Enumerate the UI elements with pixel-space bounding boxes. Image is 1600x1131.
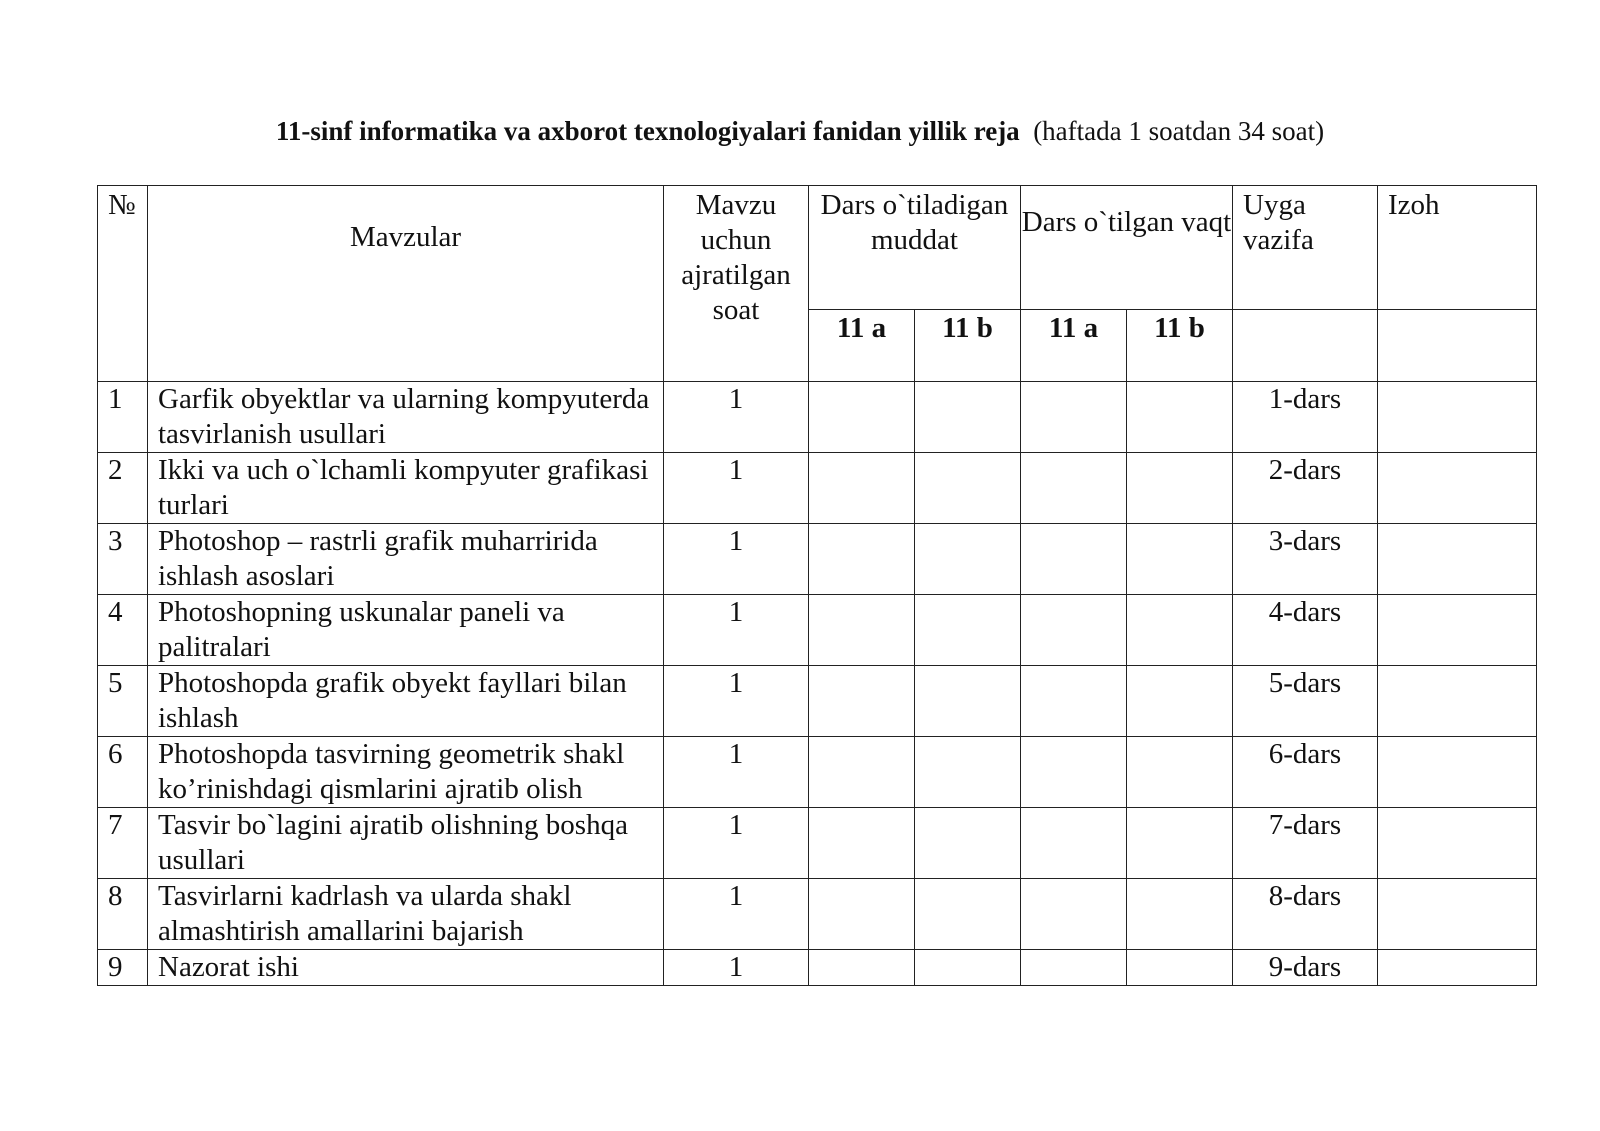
table-row xyxy=(98,524,1537,595)
subheader-homework-empty xyxy=(1233,310,1378,382)
subheader-note-empty xyxy=(1378,310,1537,382)
row-hours: 1 xyxy=(664,595,809,666)
row-note xyxy=(1378,524,1537,595)
row-hours: 1 xyxy=(664,524,809,595)
row-note xyxy=(1378,737,1537,808)
row-actual-11a xyxy=(1021,879,1127,950)
row-homework: 8-dars xyxy=(1233,879,1378,950)
row-number: 6 xyxy=(98,737,148,808)
row-hours: 1 xyxy=(664,950,809,986)
header-homework: Uyga vazifa xyxy=(1233,186,1378,310)
row-note xyxy=(1378,666,1537,737)
row-planned-11b xyxy=(915,808,1021,879)
row-planned-11a xyxy=(809,453,915,524)
row-actual-11a xyxy=(1021,524,1127,595)
row-planned-11b xyxy=(915,382,1021,453)
subheader-planned-11a: 11 a xyxy=(809,310,915,382)
row-note xyxy=(1378,950,1537,986)
row-number: 2 xyxy=(98,453,148,524)
row-topic: Ikki va uch o`lchamli kompyuter grafikasi turlari xyxy=(148,453,664,524)
row-actual-11b xyxy=(1127,595,1233,666)
row-number: 7 xyxy=(98,808,148,879)
row-planned-11a xyxy=(809,737,915,808)
row-planned-11b xyxy=(915,950,1021,986)
row-topic: Photoshopning uskunalar paneli va palitralari xyxy=(148,595,664,666)
row-actual-11b xyxy=(1127,666,1233,737)
row-planned-11b xyxy=(915,524,1021,595)
row-note xyxy=(1378,453,1537,524)
row-hours: 1 xyxy=(664,808,809,879)
row-actual-11b xyxy=(1127,808,1233,879)
row-topic: Tasvir bo`lagini ajratib olishning boshqa usullari xyxy=(148,808,664,879)
row-planned-11b xyxy=(915,453,1021,524)
row-number: 9 xyxy=(98,950,148,986)
row-planned-11b xyxy=(915,595,1021,666)
row-actual-11a xyxy=(1021,808,1127,879)
header-note: Izoh xyxy=(1378,186,1537,310)
row-actual-11b xyxy=(1127,737,1233,808)
document-title xyxy=(0,116,1600,147)
row-hours: 1 xyxy=(664,666,809,737)
table-row xyxy=(98,453,1537,524)
row-homework: 9-dars xyxy=(1233,950,1378,986)
row-note xyxy=(1378,382,1537,453)
row-homework: 1-dars xyxy=(1233,382,1378,453)
row-actual-11b xyxy=(1127,950,1233,986)
row-planned-11a xyxy=(809,950,915,986)
row-planned-11a xyxy=(809,879,915,950)
row-homework: 6-dars xyxy=(1233,737,1378,808)
row-hours: 1 xyxy=(664,453,809,524)
row-number: 5 xyxy=(98,666,148,737)
row-hours: 1 xyxy=(664,382,809,453)
table-row xyxy=(98,382,1537,453)
header-planned-date: Dars o`tiladigan muddat xyxy=(809,186,1021,310)
row-topic: Photoshopda grafik obyekt fayllari bilan ishlash xyxy=(148,666,664,737)
row-planned-11a xyxy=(809,666,915,737)
row-planned-11a xyxy=(809,382,915,453)
row-homework: 5-dars xyxy=(1233,666,1378,737)
row-number: 3 xyxy=(98,524,148,595)
row-actual-11b xyxy=(1127,382,1233,453)
row-planned-11a xyxy=(809,595,915,666)
table-row xyxy=(98,595,1537,666)
table-row xyxy=(98,666,1537,737)
row-topic: Photoshopda tasvirning geometrik shakl ko’rinishdagi qismlarini ajratib olish xyxy=(148,737,664,808)
row-actual-11b xyxy=(1127,879,1233,950)
yearly-plan-table xyxy=(97,185,1537,986)
header-topics: Mavzular xyxy=(148,186,664,382)
row-homework: 2-dars xyxy=(1233,453,1378,524)
row-planned-11a xyxy=(809,524,915,595)
row-actual-11a xyxy=(1021,453,1127,524)
row-topic: Tasvirlarni kadrlash va ularda shakl almashtirish amallarini bajarish xyxy=(148,879,664,950)
row-planned-11b xyxy=(915,666,1021,737)
table-row xyxy=(98,879,1537,950)
row-note xyxy=(1378,808,1537,879)
row-actual-11b xyxy=(1127,524,1233,595)
row-homework: 7-dars xyxy=(1233,808,1378,879)
row-homework: 4-dars xyxy=(1233,595,1378,666)
row-hours: 1 xyxy=(664,879,809,950)
row-topic: Garfik obyektlar va ularning kompyuterda tasvirlanish usullari xyxy=(148,382,664,453)
row-homework: 3-dars xyxy=(1233,524,1378,595)
subheader-actual-11b: 11 b xyxy=(1127,310,1233,382)
row-actual-11a xyxy=(1021,595,1127,666)
row-actual-11a xyxy=(1021,737,1127,808)
subheader-actual-11a: 11 a xyxy=(1021,310,1127,382)
header-number: № xyxy=(98,186,148,382)
row-actual-11a xyxy=(1021,382,1127,453)
header-row xyxy=(98,186,1537,310)
row-actual-11a xyxy=(1021,950,1127,986)
table-row xyxy=(98,737,1537,808)
row-number: 4 xyxy=(98,595,148,666)
row-actual-11b xyxy=(1127,453,1233,524)
row-note xyxy=(1378,595,1537,666)
row-hours: 1 xyxy=(664,737,809,808)
header-actual-date: Dars o`tilgan vaqt xyxy=(1021,186,1233,310)
row-planned-11b xyxy=(915,737,1021,808)
title-main: 11-sinf informatika va axborot texnologiyalari fanidan yillik reja xyxy=(275,116,1020,146)
table-row xyxy=(98,950,1537,986)
row-note xyxy=(1378,879,1537,950)
title-note: (haftada 1 soatdan 34 soat) xyxy=(1033,116,1325,146)
table-body xyxy=(98,382,1537,986)
row-number: 8 xyxy=(98,879,148,950)
row-actual-11a xyxy=(1021,666,1127,737)
subheader-planned-11b: 11 b xyxy=(915,310,1021,382)
row-planned-11b xyxy=(915,879,1021,950)
row-number: 1 xyxy=(98,382,148,453)
row-planned-11a xyxy=(809,808,915,879)
table-row xyxy=(98,808,1537,879)
row-topic: Nazorat ishi xyxy=(148,950,664,986)
row-topic: Photoshop – rastrli grafik muharririda ishlash asoslari xyxy=(148,524,664,595)
header-hours: Mavzu uchun ajratilgan soat xyxy=(664,186,809,382)
